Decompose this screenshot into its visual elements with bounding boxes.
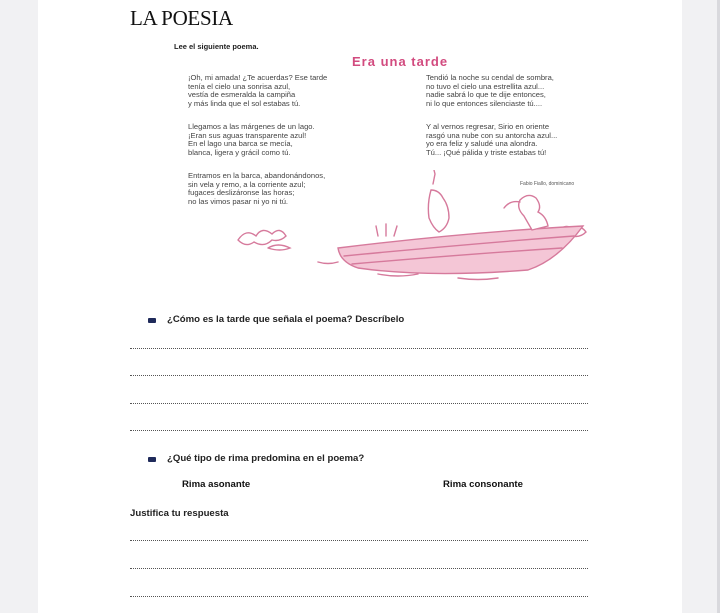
justify-label: Justifica tu respuesta [130, 508, 229, 519]
poem-stanza-2 [188, 123, 315, 157]
answer-line-5[interactable] [130, 540, 588, 541]
answer-line-4[interactable] [130, 430, 588, 431]
poem-line: tenía el cielo una sonrisa azul, [188, 81, 291, 91]
poem-line: fugaces deslizáronse las horas; [188, 188, 295, 198]
poem-line: no las vimos pasar ni yo ni tú. [188, 196, 289, 206]
poem-line: En el lago una barca se mecía, [188, 139, 293, 149]
poem-line: Llegamos a las márgenes de un lago. [188, 122, 315, 131]
poem-line: yo era feliz y saludé una alondra. [426, 139, 538, 149]
option-rima-consonante[interactable]: Rima consonante [443, 479, 523, 490]
bullet-icon [148, 318, 156, 323]
option-rima-asonante[interactable]: Rima asonante [182, 479, 251, 490]
question-1: ¿Cómo es la tarde que señala el poema? Descríbelo [167, 314, 405, 325]
poem-line: ¡Oh, mi amada! ¿Te acuerdas? Ese tarde [188, 73, 328, 82]
question-2: ¿Qué tipo de rima predomina en el poema? [167, 453, 365, 464]
poem-line: blanca, ligera y grácil como tú. [188, 147, 291, 157]
instruction-text: Lee el siguiente poema. [174, 42, 259, 51]
poem-stanza-4 [426, 74, 554, 108]
bullet-icon [148, 457, 156, 462]
answer-line-3[interactable] [130, 403, 588, 404]
boat-illustration [228, 170, 598, 290]
answer-line-2[interactable] [130, 375, 588, 376]
poem-line: vestía de esmeralda la campiña [188, 90, 296, 100]
poem-line: y más linda que el sol estabas tú. [188, 98, 301, 108]
answer-line-1[interactable] [130, 348, 588, 349]
poem-line: rasgó una nube con su antorcha azul... [426, 130, 558, 140]
answer-line-7[interactable] [130, 596, 588, 597]
poem-title: Era una tarde [352, 54, 449, 69]
poem-line: Tú... ¡Qué pálida y triste estabas tú! [426, 147, 547, 157]
poem-line: ni lo que entonces silenciaste tú.... [426, 98, 543, 108]
poem-author: Fabio Fiallo, dominicano [520, 181, 575, 187]
poem-line: sin vela y remo, a la corriente azul; [188, 179, 306, 189]
poem-line: Tendió la noche su cendal de sombra, [426, 73, 554, 82]
poem-line: Entramos en la barca, abandonándonos, [188, 171, 326, 180]
poem-stanza-1 [188, 74, 327, 108]
poem-line: no tuvo el cielo una estrellita azul... [426, 81, 545, 91]
poem-line: Y al vernos regresar, Sirio en oriente [426, 122, 550, 131]
page-title: LA POESIA [130, 6, 233, 30]
poem-line: nadie sabrá lo que te dije entonces, [426, 90, 546, 100]
poem-stanza-5 [426, 123, 557, 157]
answer-line-6[interactable] [130, 568, 588, 569]
poem-line: ¡Eran sus aguas transparente azul! [188, 130, 307, 140]
worksheet-page [38, 0, 682, 613]
